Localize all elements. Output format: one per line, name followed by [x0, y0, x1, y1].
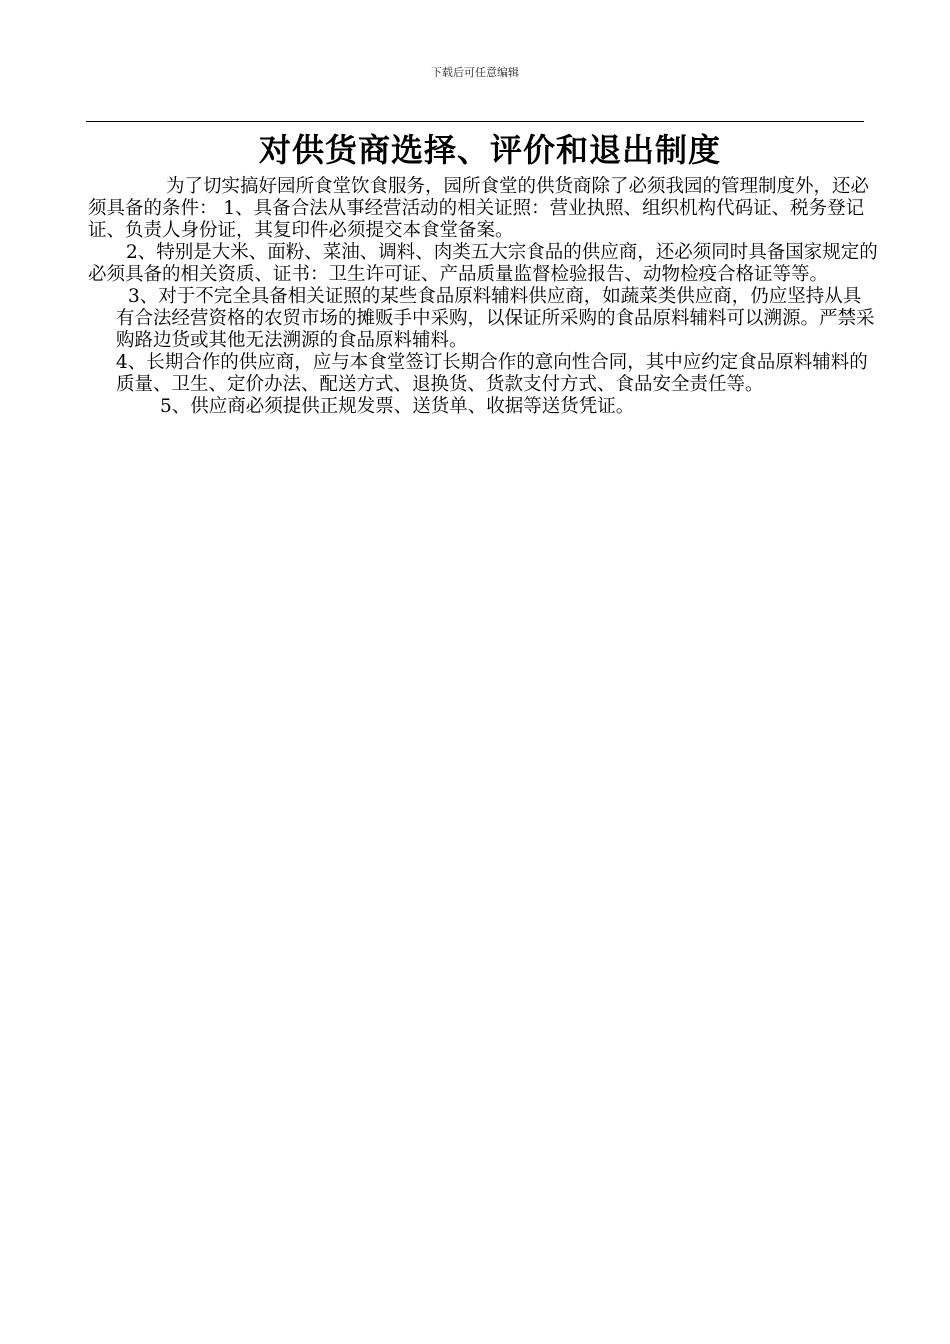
document-title: 对供货商选择、评价和退出制度: [258, 131, 721, 169]
paragraph-intro: 为了切实搞好园所食堂饮食服务，园所食堂的供货商除了必须我园的管理制度外，还必须具备的条件： 1、具备合法从事经营活动的相关证照：营业执照、组织机构代码证、税务登记证、负责人身份证，其复印件必须提交本食堂备案。: [88, 176, 870, 241]
paragraph-item-5: 5、供应商必须提供正规发票、送货单、收据等送货凭证。: [160, 396, 635, 417]
header-note: 下载后可任意编辑: [431, 66, 519, 79]
header-divider: [86, 121, 864, 122]
paragraph-item-4: 4、长期合作的供应商，应与本食堂签订长期合作的意向性合同，其中应约定食品原料辅料的质量、卫生、定价办法、配送方式、退换货、货款支付方式、食品安全责任等。: [116, 352, 868, 395]
paragraph-item-2: 2、特别是大米、面粉、菜油、调料、肉类五大宗食品的供应商，还必须同时具备国家规定的必须具备的相关资质、证书：卫生许可证、产品质量监督检验报告、动物检疫合格证等等。: [88, 242, 878, 285]
paragraph-item-3: 3、对于不完全具备相关证照的某些食品原料辅料供应商，如蔬菜类供应商，仍应坚持从具有合法经营资格的农贸市场的摊贩手中采购，以保证所采购的食品原料辅料可以溯源。严禁采购路边货或其他无法溯源的食品原料辅料。: [116, 286, 875, 351]
document-body: [88, 176, 878, 418]
